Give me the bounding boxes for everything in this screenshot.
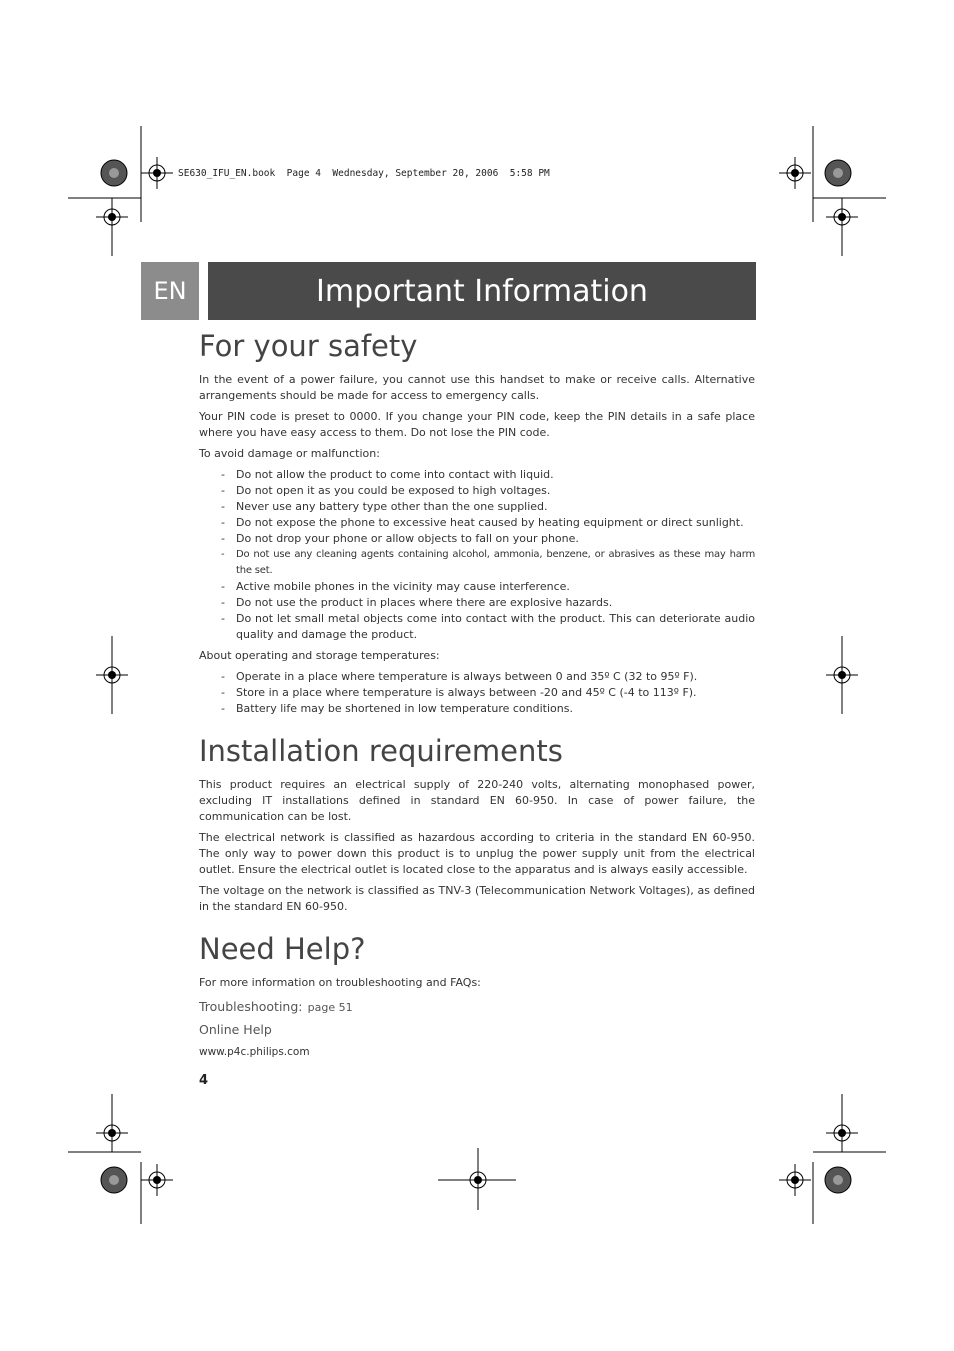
- list-item-text: Do not open it as you could be exposed to high voltages.: [236, 484, 551, 497]
- list-item: [221, 467, 755, 483]
- list-item: [221, 611, 755, 643]
- troubleshooting-ref: [199, 996, 755, 1016]
- list-item-text: Do not allow the product to come into contact with liquid.: [236, 468, 554, 481]
- installation-paragraph-2: The electrical network is classified as hazardous according to criteria in the standard EN 60-950. The only way to power down this product is to unplug the power supply unit from the electrical outlet. Ensure the electrical outlet is located close to the apparatus and is always easily accessible.: [199, 831, 755, 876]
- list-item: [221, 483, 755, 499]
- list-dash: -: [221, 549, 225, 560]
- installation-heading: Installation requirements: [199, 734, 563, 768]
- list-dash: -: [221, 500, 225, 513]
- list-dash: -: [221, 580, 225, 593]
- list-item: [221, 701, 755, 717]
- list-dash: -: [221, 532, 225, 545]
- safety-heading: For your safety: [199, 329, 418, 363]
- list-item-text: Store in a place where temperature is always between -20 and 45º C (-4 to 113º F).: [236, 686, 697, 699]
- list-dash: -: [221, 702, 225, 715]
- safety-paragraph-4: About operating and storage temperatures:: [199, 649, 440, 662]
- list-item-text: Do not let small metal objects come into contact with the product. This can deteriorate audio quality and damage the product.: [236, 612, 755, 641]
- list-item-text: Never use any battery type other than the one supplied.: [236, 500, 548, 513]
- list-item-text: Active mobile phones in the vicinity may cause interference.: [236, 580, 570, 593]
- list-item-text: Battery life may be shortened in low temperature conditions.: [236, 702, 573, 715]
- installation-paragraph-3: The voltage on the network is classified as TNV-3 (Telecommunication Network Voltages), as defined in the standard EN 60-950.: [199, 884, 755, 913]
- safety-paragraph-1: In the event of a power failure, you cannot use this handset to make or receive calls. Alternative arrangements should be made for access to emergency calls.: [199, 373, 755, 402]
- online-help-url[interactable]: www.p4c.philips.com: [199, 1046, 310, 1058]
- installation-paragraph-1: This product requires an electrical supply of 220-240 volts, alternating monophased power, excluding IT installations defined in standard EN 60-950. In case of power failure, the communication can be lost.: [199, 778, 755, 823]
- page-number: 4: [199, 1073, 209, 1088]
- list-item-text: Do not use any cleaning agents containing alcohol, ammonia, benzene, or abrasives as these may harm the set.: [236, 549, 755, 576]
- online-help-label: Online Help: [199, 1022, 272, 1037]
- list-dash: -: [221, 468, 225, 481]
- list-dash: -: [221, 612, 225, 625]
- safety-paragraph-2: Your PIN code is preset to 0000. If you change your PIN code, keep the PIN details in a safe place where you have easy access to them. Do not lose the PIN code.: [199, 410, 755, 439]
- list-item: [221, 669, 755, 685]
- list-dash: -: [221, 686, 225, 699]
- help-heading: Need Help?: [199, 932, 366, 966]
- print-slug: SE630_IFU_EN.book Page 4 Wednesday, September 20, 2006 5:58 PM: [178, 168, 550, 179]
- list-item: [221, 515, 755, 531]
- list-item: [221, 547, 755, 579]
- list-item: [221, 579, 755, 595]
- list-item: [221, 595, 755, 611]
- list-dash: -: [221, 516, 225, 529]
- list-item-text: Do not drop your phone or allow objects to fall on your phone.: [236, 532, 579, 545]
- list-item: [221, 685, 755, 701]
- list-dash: -: [221, 670, 225, 683]
- safety-paragraph-3: To avoid damage or malfunction:: [199, 447, 380, 460]
- list-dash: -: [221, 596, 225, 609]
- list-dash: -: [221, 484, 225, 497]
- help-intro: For more information on troubleshooting and FAQs:: [199, 976, 481, 989]
- page-title-text: Important Information: [316, 273, 648, 309]
- main-content: [199, 326, 755, 1060]
- language-tab: EN: [141, 262, 199, 320]
- list-item: [221, 531, 755, 547]
- safety-list: [199, 467, 755, 643]
- page-title: [208, 262, 756, 320]
- list-item-text: Do not expose the phone to excessive heat caused by heating equipment or direct sunlight.: [236, 516, 744, 529]
- temperature-list: [199, 669, 755, 717]
- list-item-text: Operate in a place where temperature is always between 0 and 35º C (32 to 95º F).: [236, 670, 698, 683]
- list-item: [221, 499, 755, 515]
- troubleshooting-label: Troubleshooting:: [199, 999, 303, 1014]
- list-item-text: Do not use the product in places where there are explosive hazards.: [236, 596, 613, 609]
- troubleshooting-page: page 51: [307, 1001, 353, 1014]
